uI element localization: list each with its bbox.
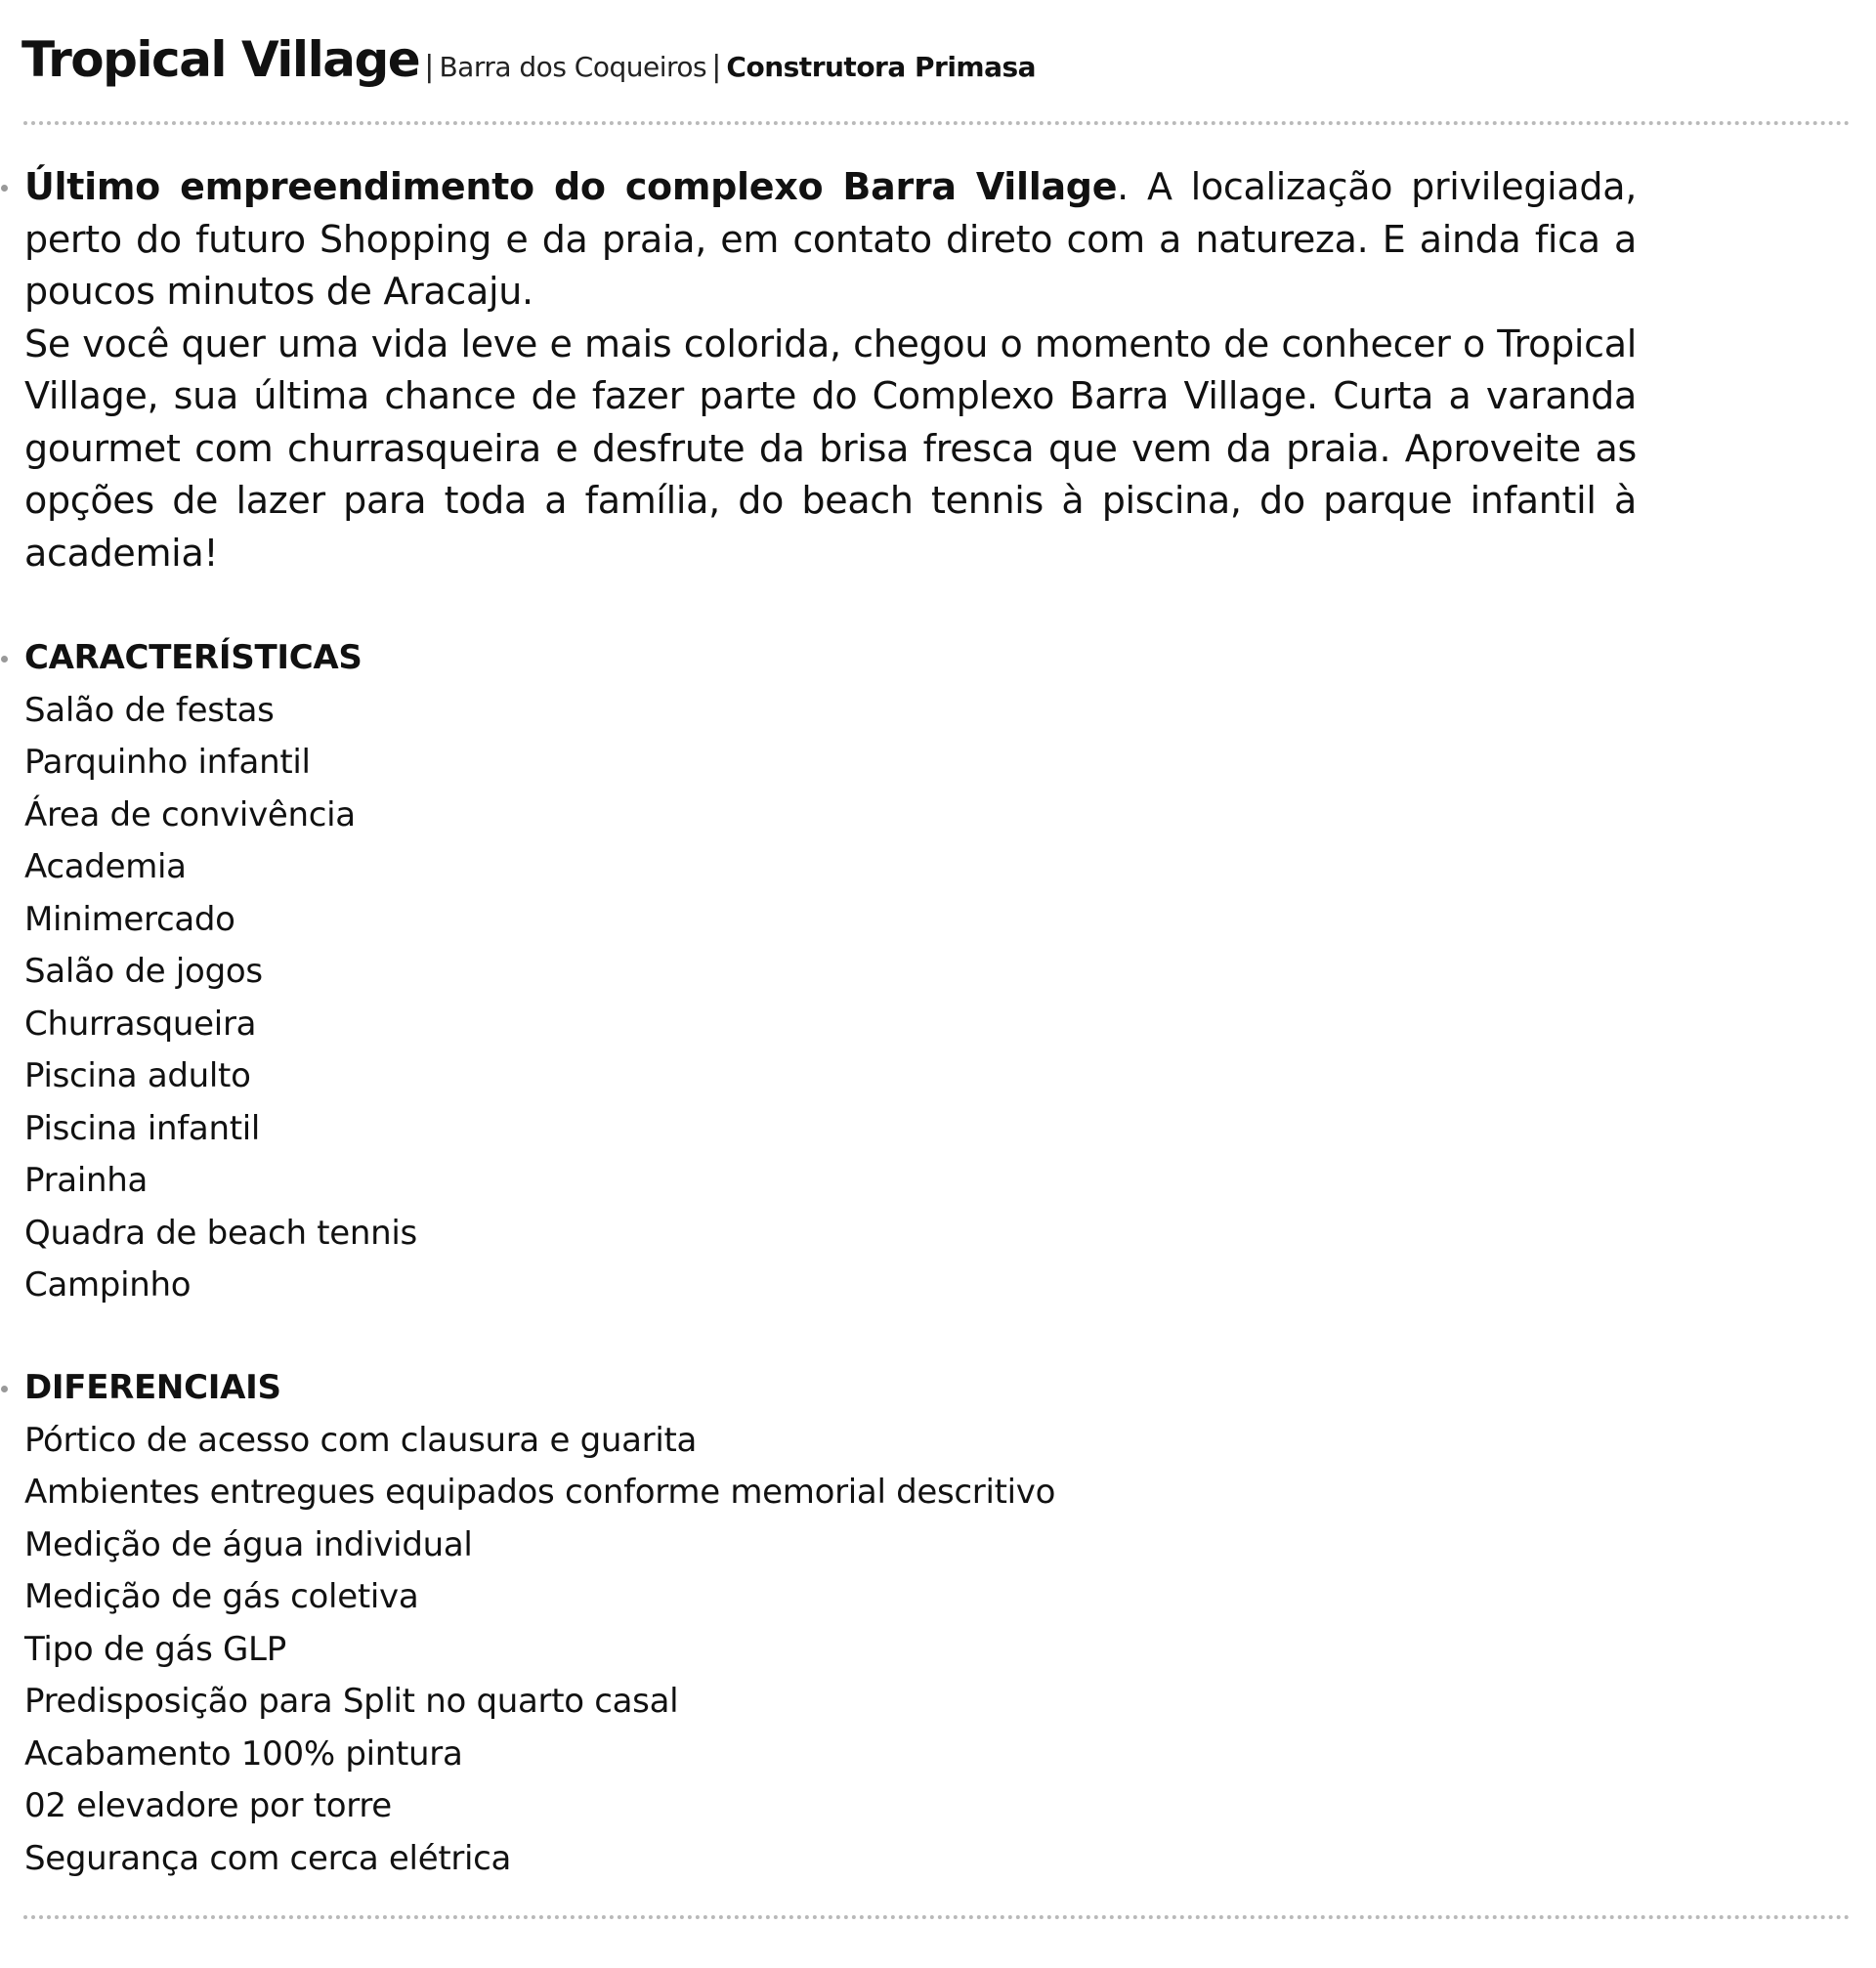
intro-paragraph-2: Se você quer uma vida leve e mais colorida, chegou o momento de conhecer o Tropical Village, sua última chance de fazer parte do Complexo Barra Village. Curta a varanda gourmet com churrasqueira e desfrute da brisa fresca que vem da praia. Aproveite as opções de lazer para toda a família, do beach tennis à piscina, do parque infantil à academia! <box>24 321 1637 575</box>
list-item: Segurança com cerca elétrica <box>24 1838 512 1878</box>
bottom-divider <box>23 1915 1851 1919</box>
list-item: Churrasqueira <box>24 1004 257 1044</box>
list-item: Medição de água individual <box>24 1524 473 1564</box>
bullet-icon <box>1 185 8 192</box>
page-title: Tropical Village <box>21 31 420 88</box>
list-item: Parquinho infantil <box>24 743 311 782</box>
list-item: Ambientes entregues equipados conforme memorial descritivo <box>24 1473 1056 1512</box>
features-section <box>24 632 417 1312</box>
intro-bold-lead: Último empreendimento do complexo Barra Village <box>24 165 1118 208</box>
list-item: 02 elevadore por torre <box>24 1786 392 1825</box>
bullet-icon <box>1 1386 8 1392</box>
list-item: Salão de festas <box>24 690 275 730</box>
company-label: Construtora Primasa <box>726 51 1037 83</box>
list-item: Pórtico de acesso com clausura e guarita <box>24 1420 698 1460</box>
list-item: Prainha <box>24 1161 148 1200</box>
differentials-heading: DIFERENCIAIS <box>24 1368 281 1407</box>
intro-paragraph <box>24 161 1637 319</box>
list-item: Acabamento 100% pintura <box>24 1733 463 1774</box>
list-item: Piscina infantil <box>24 1108 261 1148</box>
differentials-section <box>24 1362 1055 1885</box>
list-item: Academia <box>24 847 187 886</box>
list-item: Tipo de gás GLP <box>24 1629 286 1669</box>
bullet-icon <box>1 656 8 663</box>
list-item: Salão de jogos <box>24 952 263 991</box>
list-item: Medição de gás coletiva <box>24 1577 419 1616</box>
list-item: Campinho <box>24 1265 192 1305</box>
intro-lead-rest: . A localização privilegiada, perto do futuro Shopping e da praia, em contato direto com a natureza. E ainda fica a poucos minutos de Aracaju. <box>24 165 1638 313</box>
list-item: Quadra de beach tennis <box>24 1213 417 1253</box>
top-divider <box>23 121 1851 125</box>
intro-section <box>24 161 1637 579</box>
header-separator: | <box>711 50 722 84</box>
list-item: Área de convivência <box>24 794 356 834</box>
list-item: Piscina adulto <box>24 1056 251 1095</box>
list-item: Predisposição para Split no quarto casal <box>24 1682 679 1721</box>
page-header <box>21 31 1036 88</box>
features-heading: CARACTERÍSTICAS <box>24 638 362 677</box>
list-item: Minimercado <box>24 899 235 939</box>
location-label: Barra dos Coqueiros <box>439 51 707 83</box>
header-separator: | <box>424 50 435 84</box>
